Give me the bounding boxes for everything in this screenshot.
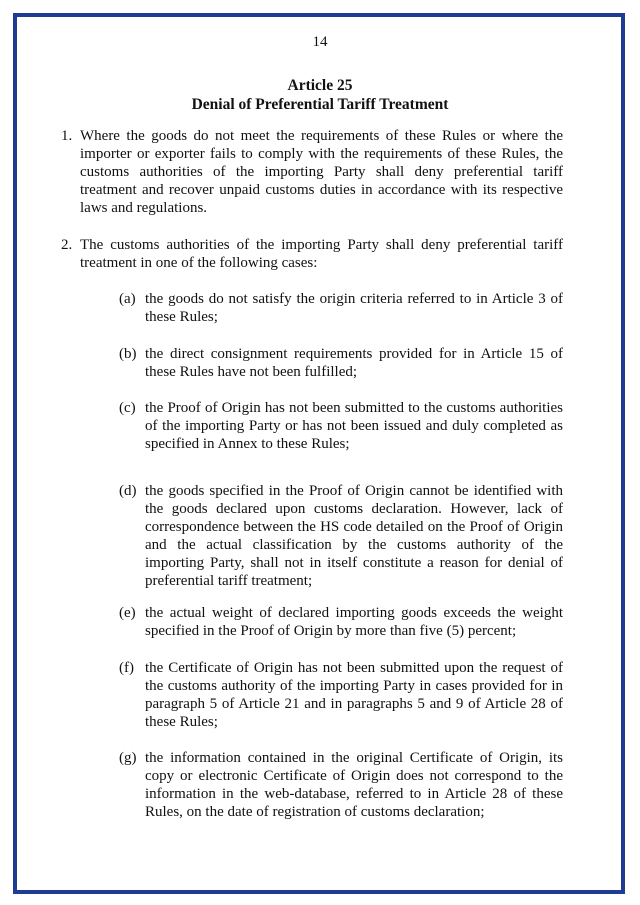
paragraph-1 [61, 127, 563, 217]
page-number: 14 [312, 34, 328, 50]
case-label: (g) [119, 750, 137, 766]
case-d [119, 482, 563, 590]
case-label: (e) [119, 605, 136, 621]
paragraph-number: 1. [61, 128, 73, 144]
case-a [119, 290, 563, 326]
article-heading [0, 76, 640, 114]
case-c [119, 399, 563, 453]
case-f [119, 659, 563, 731]
case-text: the direct consignment requirements provided for in Article 15 of these Rules have not been fulfilled; [145, 346, 563, 380]
case-label: (c) [119, 400, 136, 416]
paragraph-2 [61, 236, 563, 272]
case-g [119, 749, 563, 821]
paragraph-text: The customs authorities of the importing Party shall deny preferential tariff treatment in one of the following cases: [80, 237, 563, 271]
paragraph-number: 2. [61, 237, 73, 253]
case-label: (f) [119, 660, 134, 676]
case-text: the actual weight of declared importing goods exceeds the weight specified in the Proof of Origin by more than five (5) percent; [145, 605, 563, 639]
case-text: the Proof of Origin has not been submitted to the customs authorities of the importing Party or has not been issued and duly completed as specified in Annex to these Rules; [145, 400, 563, 452]
case-text: the goods do not satisfy the origin criteria referred to in Article 3 of these Rules; [145, 291, 563, 325]
case-text: the Certificate of Origin has not been submitted upon the request of the customs authority of the importing Party in cases provided for in paragraph 5 of Article 21 and in paragraphs 5 and 9 of Article 28 of these Rules; [145, 660, 563, 730]
article-number: Article 25 [287, 77, 353, 94]
case-text: the goods specified in the Proof of Origin cannot be identified with the goods declared upon customs declaration. However, lack of correspondence between the HS code detailed on the Proof of Origin and the actual classification by the customs authority of the importing Party, shall not in itself constitute a reason for denial of preferential tariff treatment; [145, 483, 563, 589]
case-text: the information contained in the original Certificate of Origin, its copy or electronic Certificate of Origin does not correspond to the information in the web-database, referred to in Article 28 of these Rules, on the date of registration of customs declaration; [145, 750, 563, 820]
case-label: (b) [119, 346, 137, 362]
case-e [119, 604, 563, 640]
case-b [119, 345, 563, 381]
case-label: (a) [119, 291, 136, 307]
article-title: Denial of Preferential Tariff Treatment [191, 96, 449, 113]
case-label: (d) [119, 483, 137, 499]
paragraph-text: Where the goods do not meet the requirements of these Rules or where the importer or exporter fails to comply with the requirements of these Rules, the customs authorities of the importing Party shall deny preferential tariff treatment and recover unpaid customs duties in accordance with its respective laws and regulations. [80, 128, 563, 216]
